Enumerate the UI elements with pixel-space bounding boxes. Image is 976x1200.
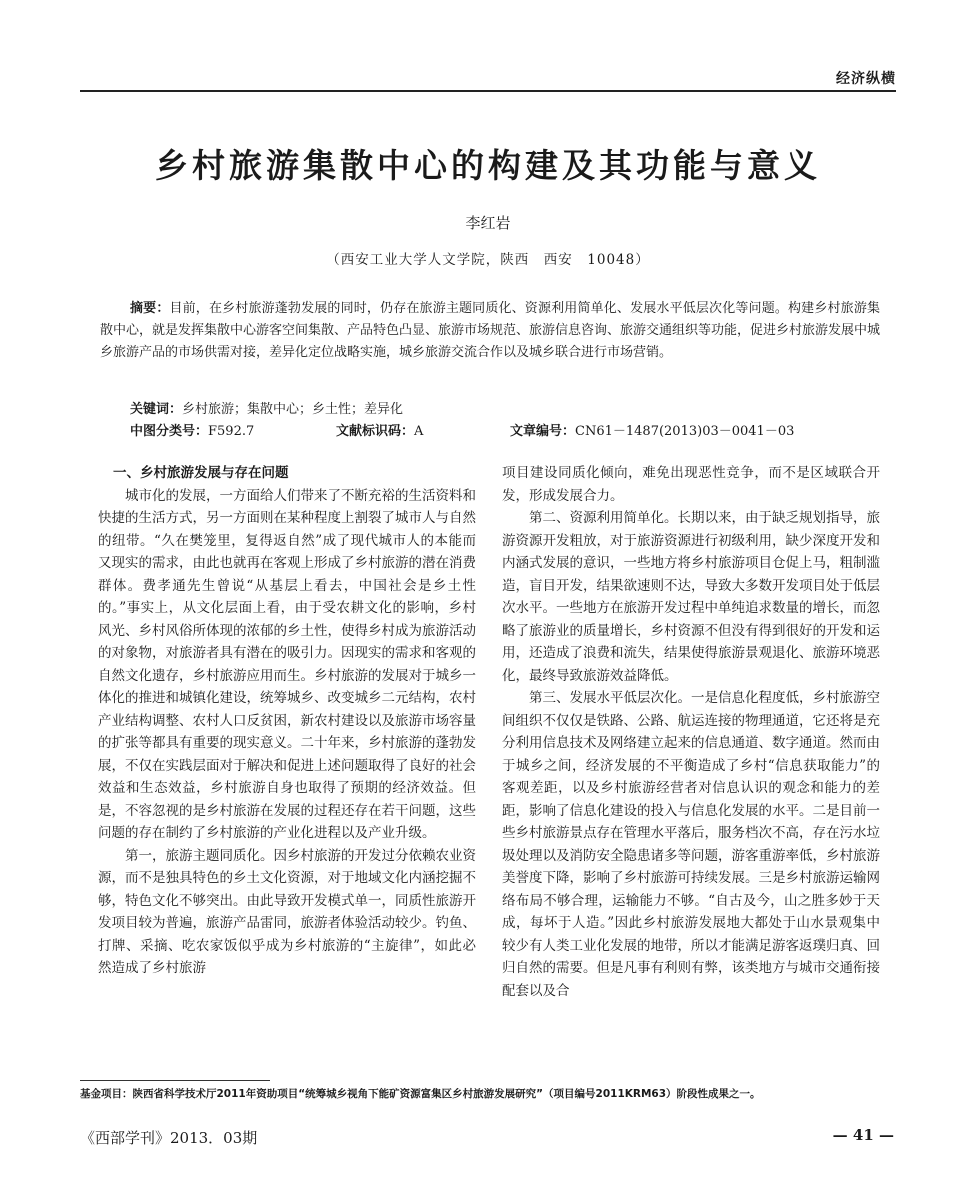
body-column-right <box>502 462 880 1002</box>
keywords <box>130 398 880 417</box>
body-paragraph: 城市化的发展，一方面给人们带来了不断充裕的生活资料和快捷的生活方式，另一方面则在某种程度上割裂了城市人与自然的纽带。“久在樊笼里，复得返自然”成了现代城市人的本能而又现实的需求，由此也就再在客观上形成了乡村旅游的潜在消费群体。费孝通先生曾说“从基层上看去，中国社会是乡土性的。”事实上，从文化层面上看，由于受农耕文化的影响，乡村风光、乡村风俗所体现的浓郁的乡土性，使得乡村成为旅游活动的对象物，对旅游者具有潜在的吸引力。因现实的需求和客观的自然文化遗存，乡村旅游应用而生。乡村旅游的发展对于城乡一体化的推进和城镇化建设，统筹城乡、改变城乡二元结构，农村产业结构调整、农村人口反贫困，新农村建设以及旅游市场容量的扩张等都具有重要的现实意义。二十年来，乡村旅游的蓬勃发展，不仅在实践层面对于解决和促进上述问题取得了良好的社会效益和生态效益，乡村旅游自身也取得了预期的经济效益。但是，不容忽视的是乡村旅游在发展的过程还存在若干问题，这些问题的存在制约了乡村旅游的产业化进程以及产业升级。 <box>98 487 476 841</box>
article-no-field <box>510 420 794 439</box>
header-rule <box>80 90 896 92</box>
section-label: 经济纵横 <box>836 71 896 87</box>
journal-issue: 《西部学刊》2013．03期 <box>80 1129 258 1147</box>
author-name: 李红岩 <box>465 214 511 232</box>
page-number: — 41 — <box>832 1126 894 1144</box>
article-no-value: CN61－1487(2013)03－0041－03 <box>575 424 795 439</box>
doc-code-field <box>336 420 423 439</box>
body-column-left <box>98 462 476 980</box>
body-paragraph: 第三、发展水平低层次化。一是信息化程度低，乡村旅游空间组织不仅仅是铁路、公路、航运连接的物理通道，它还将是充分利用信息技术及网络建立起来的信息通道、数字通道。然而由于城乡之间，经济发展的不平衡造成了乡村“信息获取能力”的客观差距，以及乡村旅游经营者对信息认识的观念和能力的差距，影响了信息化建设的投入与信息化发展的水平。二是目前一些乡村旅游景点存在管理水平落后，服务档次不高，存在污水垃圾处理以及消防安全隐患诸多等问题，游客重游率低，乡村旅游美誉度下降，影响了乡村旅游可持续发展。三是乡村旅游运输网络布局不够合理，运输能力不够。“自古及今，山之胜多妙于天成，每坏于人造。”因此乡村旅游发展地大都处于山水景观集中较少有人类工业化发展的地带，所以才能满足游客返璞归真、回归自然的需要。但是凡事有利则有弊，该类地方与城市交通衔接配套以及合 <box>502 690 880 999</box>
doc-code-value: A <box>414 424 424 439</box>
article-title: 乡村旅游集散中心的构建及其功能与意义 <box>155 146 821 185</box>
clc-field <box>130 420 254 439</box>
section-heading: 一、乡村旅游发展与存在问题 <box>113 465 289 481</box>
footnote-rule <box>80 1080 270 1081</box>
abstract-text: 目前，在乡村旅游蓬勃发展的同时，仍存在旅游主题同质化、资源利用简单化、发展水平低层次化等问题。构建乡村旅游集散中心，就是发挥集散中心游客空间集散、产品特色凸显、旅游市场规范、旅游信息咨询、旅游交通组织等功能，促进乡村旅游发展中城乡旅游产品的市场供需对接，差异化定位战略实施，城乡旅游交流合作以及城乡联合进行市场营销。 <box>100 301 881 360</box>
funding-footnote: 基金项目：陕西省科学技术厅2011年资助项目“统筹城乡视角下能矿资源富集区乡村旅游发展研究”（项目编号2011KRM63）阶段性成果之一。 <box>80 1088 761 1100</box>
keywords-text: 乡村旅游；集散中心；乡土性；差异化 <box>182 402 404 417</box>
clc-label: 中图分类号： <box>130 424 209 439</box>
body-paragraph: 第一，旅游主题同质化。因乡村旅游的开发过分依赖农业资源，而不是独具特色的乡土文化资源，对于地域文化内涵挖掘不够，特色文化不够突出。由此导致开发模式单一，同质性旅游开发项目较为普遍，旅游产品雷同，旅游者体验活动较少。钓鱼、打牌、采摘、吃农家饭似乎成为乡村旅游的“主旋律”，如此必然造成了乡村旅游 <box>98 847 476 976</box>
author-affiliation: （西安工业大学人文学院，陕西 西安 10048） <box>326 252 650 268</box>
clc-value: F592.7 <box>208 424 255 439</box>
body-paragraph: 项目建设同质化倾向，难免出现恶性竞争，而不是区域联合开发，形成发展合力。 <box>502 465 880 504</box>
doc-code-label: 文献标识码： <box>336 424 415 439</box>
abstract <box>100 298 880 364</box>
article-no-label: 文章编号： <box>510 424 576 439</box>
body-paragraph: 第二、资源利用简单化。长期以来，由于缺乏规划指导，旅游资源开发粗放，对于旅游资源进行初级利用，缺少深度开发和内涵式发展的意识，一些地方将乡村旅游项目仓促上马，粗制滥造，盲目开发，结果欲速则不达，导致大多数开发项目处于低层次水平。一些地方在旅游开发过程中单纯追求数量的增长，而忽略了旅游业的质量增长，乡村资源不但没有得到很好的开发和运用，还造成了浪费和流失，结果使得旅游景观退化、旅游环境恶化，最终导致旅游效益降低。 <box>502 510 880 684</box>
abstract-label: 摘要： <box>130 301 170 316</box>
keywords-label: 关键词： <box>130 402 183 417</box>
